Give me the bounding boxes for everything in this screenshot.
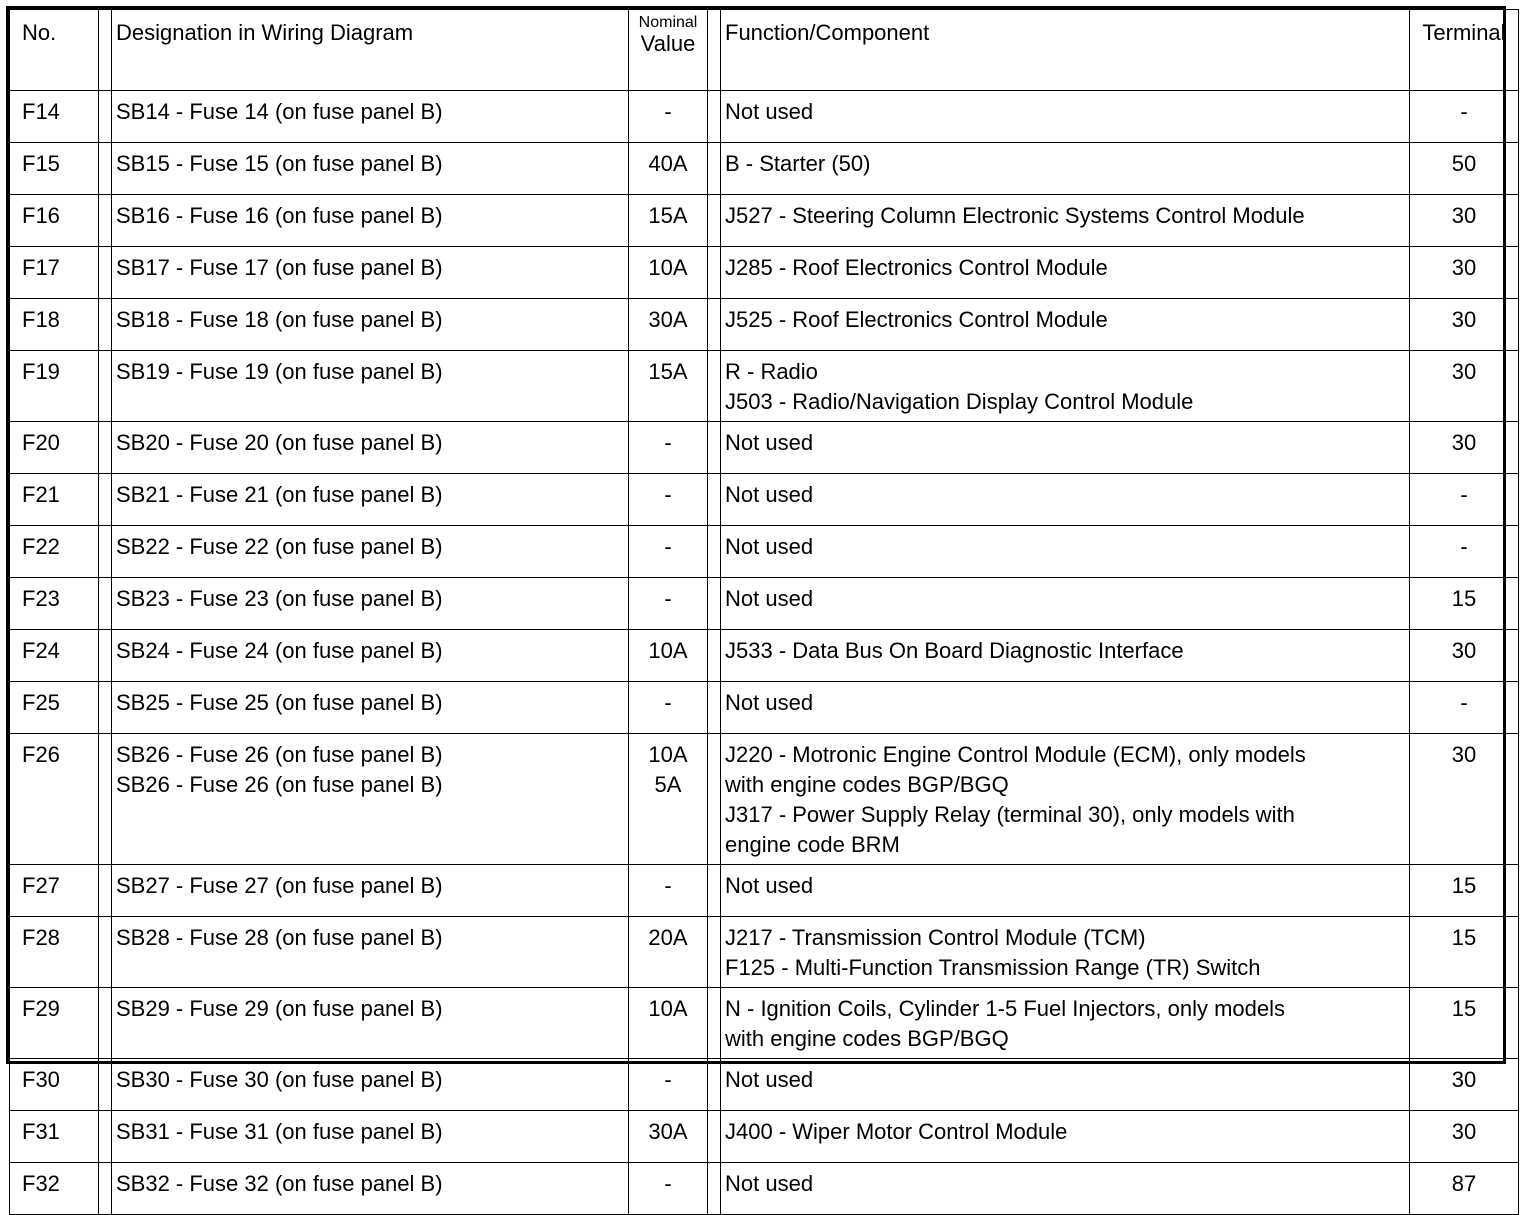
designation-line: SB25 - Fuse 25 (on fuse panel B) bbox=[116, 690, 443, 715]
spacer-cell bbox=[708, 351, 721, 422]
function-line: Not used bbox=[725, 1067, 814, 1092]
designation-line: SB28 - Fuse 28 (on fuse panel B) bbox=[116, 925, 443, 950]
header-nominal-label: Nominal bbox=[638, 14, 698, 31]
function-cell bbox=[721, 143, 1410, 195]
nominal-value-line: - bbox=[664, 1171, 672, 1196]
nominal-value-cell bbox=[629, 578, 708, 630]
function-cell bbox=[721, 474, 1410, 526]
table-row bbox=[10, 143, 1519, 195]
table-row bbox=[10, 865, 1519, 917]
designation-line: SB23 - Fuse 23 (on fuse panel B) bbox=[116, 586, 443, 611]
table-row bbox=[10, 578, 1519, 630]
terminal-cell: 15 bbox=[1410, 865, 1519, 917]
designation-line: SB18 - Fuse 18 (on fuse panel B) bbox=[116, 307, 443, 332]
table-row bbox=[10, 195, 1519, 247]
spacer-cell bbox=[708, 143, 721, 195]
function-line: J317 - Power Supply Relay (terminal 30), only models with bbox=[725, 802, 1295, 827]
table-row bbox=[10, 1111, 1519, 1163]
designation-cell bbox=[112, 195, 629, 247]
nominal-value-cell bbox=[629, 474, 708, 526]
header-spacer bbox=[99, 10, 112, 91]
function-cell bbox=[721, 1059, 1410, 1111]
function-line: F125 - Multi-Function Transmission Range (TR) Switch bbox=[725, 955, 1261, 980]
spacer-cell bbox=[99, 682, 112, 734]
nominal-value-line: - bbox=[664, 586, 672, 611]
table-row bbox=[10, 734, 1519, 865]
function-line: N - Ignition Coils, Cylinder 1-5 Fuel Injectors, only models bbox=[725, 996, 1286, 1021]
nominal-value-line: - bbox=[664, 1067, 672, 1092]
function-cell bbox=[721, 917, 1410, 988]
spacer-cell bbox=[99, 422, 112, 474]
function-line: J400 - Wiper Motor Control Module bbox=[725, 1119, 1068, 1144]
spacer-cell bbox=[99, 247, 112, 299]
designation-cell bbox=[112, 917, 629, 988]
spacer-cell bbox=[708, 1059, 721, 1111]
fuse-number-cell: F17 bbox=[10, 247, 99, 299]
fuse-number-cell: F18 bbox=[10, 299, 99, 351]
fuse-number-cell: F26 bbox=[10, 734, 99, 865]
designation-cell bbox=[112, 988, 629, 1059]
fuse-number-cell: F24 bbox=[10, 630, 99, 682]
terminal-cell: 30 bbox=[1410, 247, 1519, 299]
nominal-value-cell bbox=[629, 865, 708, 917]
table-header-row bbox=[10, 10, 1519, 91]
nominal-value-cell bbox=[629, 247, 708, 299]
spacer-cell bbox=[708, 988, 721, 1059]
header-terminal: Terminal bbox=[1410, 10, 1519, 91]
nominal-value-line: 30A bbox=[648, 1119, 688, 1144]
spacer-cell bbox=[708, 734, 721, 865]
designation-cell bbox=[112, 526, 629, 578]
function-line: engine code BRM bbox=[725, 832, 900, 857]
function-cell bbox=[721, 247, 1410, 299]
nominal-value-cell bbox=[629, 526, 708, 578]
function-line: J533 - Data Bus On Board Diagnostic Interface bbox=[725, 638, 1184, 663]
fuse-number-cell: F29 bbox=[10, 988, 99, 1059]
function-line: J525 - Roof Electronics Control Module bbox=[725, 307, 1108, 332]
nominal-value-line: - bbox=[664, 873, 672, 898]
table-row bbox=[10, 247, 1519, 299]
terminal-cell: - bbox=[1410, 91, 1519, 143]
terminal-cell: 30 bbox=[1410, 630, 1519, 682]
spacer-cell bbox=[708, 917, 721, 988]
function-cell bbox=[721, 351, 1410, 422]
fuse-table-container bbox=[6, 6, 1506, 1196]
table-row bbox=[10, 422, 1519, 474]
function-line: Not used bbox=[725, 99, 814, 124]
nominal-value-line: - bbox=[664, 99, 672, 124]
spacer-cell bbox=[99, 474, 112, 526]
spacer-cell bbox=[708, 1111, 721, 1163]
designation-line: SB15 - Fuse 15 (on fuse panel B) bbox=[116, 151, 443, 176]
nominal-value-cell bbox=[629, 1163, 708, 1215]
table-row bbox=[10, 474, 1519, 526]
spacer-cell bbox=[708, 526, 721, 578]
table-row bbox=[10, 682, 1519, 734]
header-designation: Designation in Wiring Diagram bbox=[112, 10, 629, 91]
function-line: with engine codes BGP/BGQ bbox=[725, 1026, 1009, 1051]
header-function: Function/Component bbox=[721, 10, 1410, 91]
nominal-value-cell bbox=[629, 734, 708, 865]
designation-cell bbox=[112, 351, 629, 422]
function-cell bbox=[721, 195, 1410, 247]
terminal-cell: 15 bbox=[1410, 917, 1519, 988]
header-no: No. bbox=[10, 10, 99, 91]
terminal-cell: 30 bbox=[1410, 422, 1519, 474]
nominal-value-line: 15A bbox=[648, 203, 688, 228]
spacer-cell bbox=[708, 247, 721, 299]
fuse-number-cell: F31 bbox=[10, 1111, 99, 1163]
nominal-value-line: - bbox=[664, 534, 672, 559]
designation-cell bbox=[112, 630, 629, 682]
nominal-value-line: 30A bbox=[648, 307, 688, 332]
function-cell bbox=[721, 526, 1410, 578]
designation-cell bbox=[112, 247, 629, 299]
designation-line: SB17 - Fuse 17 (on fuse panel B) bbox=[116, 255, 443, 280]
spacer-cell bbox=[708, 422, 721, 474]
nominal-value-line: 20A bbox=[648, 925, 688, 950]
nominal-value-line: - bbox=[664, 430, 672, 455]
table-row bbox=[10, 1163, 1519, 1215]
nominal-value-cell bbox=[629, 351, 708, 422]
fuse-number-cell: F22 bbox=[10, 526, 99, 578]
table-body bbox=[10, 91, 1519, 1215]
function-line: Not used bbox=[725, 690, 814, 715]
function-cell bbox=[721, 734, 1410, 865]
fuse-number-cell: F14 bbox=[10, 91, 99, 143]
function-cell bbox=[721, 1163, 1410, 1215]
designation-line: SB24 - Fuse 24 (on fuse panel B) bbox=[116, 638, 443, 663]
spacer-cell bbox=[708, 682, 721, 734]
table-row bbox=[10, 526, 1519, 578]
designation-cell bbox=[112, 422, 629, 474]
nominal-value-line: 5A bbox=[654, 772, 682, 797]
function-line: J220 - Motronic Engine Control Module (ECM), only models bbox=[725, 742, 1306, 767]
nominal-value-cell bbox=[629, 299, 708, 351]
spacer-cell bbox=[99, 630, 112, 682]
designation-cell bbox=[112, 299, 629, 351]
fuse-number-cell: F23 bbox=[10, 578, 99, 630]
designation-line: SB31 - Fuse 31 (on fuse panel B) bbox=[116, 1119, 443, 1144]
nominal-value-cell bbox=[629, 91, 708, 143]
nominal-value-cell bbox=[629, 1059, 708, 1111]
designation-cell bbox=[112, 474, 629, 526]
nominal-value-line: - bbox=[664, 482, 672, 507]
fuse-number-cell: F19 bbox=[10, 351, 99, 422]
nominal-value-cell bbox=[629, 143, 708, 195]
designation-cell bbox=[112, 143, 629, 195]
designation-line: SB27 - Fuse 27 (on fuse panel B) bbox=[116, 873, 443, 898]
designation-line: SB29 - Fuse 29 (on fuse panel B) bbox=[116, 996, 443, 1021]
function-cell bbox=[721, 578, 1410, 630]
function-line: Not used bbox=[725, 873, 814, 898]
terminal-cell: 30 bbox=[1410, 195, 1519, 247]
nominal-value-cell bbox=[629, 630, 708, 682]
table-row bbox=[10, 630, 1519, 682]
spacer-cell bbox=[99, 988, 112, 1059]
terminal-cell: - bbox=[1410, 526, 1519, 578]
nominal-value-line: 10A bbox=[648, 638, 688, 663]
nominal-value-line: 15A bbox=[648, 359, 688, 384]
terminal-cell: 30 bbox=[1410, 1111, 1519, 1163]
header-nominal-value bbox=[629, 10, 708, 91]
function-line: J527 - Steering Column Electronic Systems Control Module bbox=[725, 203, 1305, 228]
header-value-label: Value bbox=[640, 31, 696, 56]
spacer-cell bbox=[99, 299, 112, 351]
terminal-cell: 15 bbox=[1410, 578, 1519, 630]
table-row bbox=[10, 351, 1519, 422]
function-cell bbox=[721, 91, 1410, 143]
designation-cell bbox=[112, 682, 629, 734]
designation-line: SB30 - Fuse 30 (on fuse panel B) bbox=[116, 1067, 443, 1092]
function-cell bbox=[721, 1111, 1410, 1163]
function-line: Not used bbox=[725, 1171, 814, 1196]
nominal-value-line: 10A bbox=[648, 996, 688, 1021]
designation-line: SB26 - Fuse 26 (on fuse panel B) bbox=[116, 772, 443, 797]
spacer-cell bbox=[708, 578, 721, 630]
spacer-cell bbox=[99, 578, 112, 630]
designation-line: SB14 - Fuse 14 (on fuse panel B) bbox=[116, 99, 443, 124]
function-cell bbox=[721, 299, 1410, 351]
terminal-cell: 30 bbox=[1410, 1059, 1519, 1111]
terminal-cell: 30 bbox=[1410, 299, 1519, 351]
terminal-cell: 30 bbox=[1410, 734, 1519, 865]
fuse-number-cell: F30 bbox=[10, 1059, 99, 1111]
designation-cell bbox=[112, 91, 629, 143]
spacer-cell bbox=[99, 917, 112, 988]
terminal-cell: 50 bbox=[1410, 143, 1519, 195]
spacer-cell bbox=[708, 299, 721, 351]
nominal-value-cell bbox=[629, 917, 708, 988]
designation-cell bbox=[112, 1059, 629, 1111]
fuse-number-cell: F32 bbox=[10, 1163, 99, 1215]
terminal-cell: - bbox=[1410, 474, 1519, 526]
function-line: Not used bbox=[725, 482, 814, 507]
designation-cell bbox=[112, 734, 629, 865]
spacer-cell bbox=[99, 865, 112, 917]
designation-line: SB32 - Fuse 32 (on fuse panel B) bbox=[116, 1171, 443, 1196]
nominal-value-line: 10A bbox=[648, 255, 688, 280]
function-cell bbox=[721, 630, 1410, 682]
terminal-cell: 87 bbox=[1410, 1163, 1519, 1215]
fuse-number-cell: F27 bbox=[10, 865, 99, 917]
designation-cell bbox=[112, 865, 629, 917]
fuse-number-cell: F25 bbox=[10, 682, 99, 734]
spacer-cell bbox=[708, 474, 721, 526]
nominal-value-cell bbox=[629, 682, 708, 734]
function-line: Not used bbox=[725, 534, 814, 559]
designation-line: SB26 - Fuse 26 (on fuse panel B) bbox=[116, 742, 443, 767]
designation-line: SB22 - Fuse 22 (on fuse panel B) bbox=[116, 534, 443, 559]
spacer-cell bbox=[708, 630, 721, 682]
terminal-cell: - bbox=[1410, 682, 1519, 734]
spacer-cell bbox=[708, 1163, 721, 1215]
fuse-number-cell: F15 bbox=[10, 143, 99, 195]
nominal-value-cell bbox=[629, 195, 708, 247]
function-line: R - Radio bbox=[725, 359, 818, 384]
fuse-number-cell: F20 bbox=[10, 422, 99, 474]
designation-cell bbox=[112, 578, 629, 630]
spacer-cell bbox=[99, 734, 112, 865]
spacer-cell bbox=[99, 526, 112, 578]
function-line: J217 - Transmission Control Module (TCM) bbox=[725, 925, 1146, 950]
function-cell bbox=[721, 865, 1410, 917]
table-row bbox=[10, 1059, 1519, 1111]
spacer-cell bbox=[99, 143, 112, 195]
function-line: with engine codes BGP/BGQ bbox=[725, 772, 1009, 797]
spacer-cell bbox=[99, 1111, 112, 1163]
function-line: J503 - Radio/Navigation Display Control Module bbox=[725, 389, 1194, 414]
fuse-number-cell: F28 bbox=[10, 917, 99, 988]
designation-line: SB20 - Fuse 20 (on fuse panel B) bbox=[116, 430, 443, 455]
nominal-value-cell bbox=[629, 422, 708, 474]
spacer-cell bbox=[99, 351, 112, 422]
designation-line: SB19 - Fuse 19 (on fuse panel B) bbox=[116, 359, 443, 384]
function-cell bbox=[721, 988, 1410, 1059]
spacer-cell bbox=[708, 865, 721, 917]
designation-cell bbox=[112, 1111, 629, 1163]
fuse-number-cell: F16 bbox=[10, 195, 99, 247]
designation-line: SB21 - Fuse 21 (on fuse panel B) bbox=[116, 482, 443, 507]
nominal-value-line: 10A bbox=[648, 742, 688, 767]
fuse-number-cell: F21 bbox=[10, 474, 99, 526]
spacer-cell bbox=[99, 1059, 112, 1111]
fuse-table bbox=[9, 9, 1519, 1215]
nominal-value-cell bbox=[629, 1111, 708, 1163]
function-line: J285 - Roof Electronics Control Module bbox=[725, 255, 1108, 280]
nominal-value-cell bbox=[629, 988, 708, 1059]
header-spacer bbox=[708, 10, 721, 91]
nominal-value-line: 40A bbox=[648, 151, 688, 176]
function-line: Not used bbox=[725, 586, 814, 611]
spacer-cell bbox=[99, 195, 112, 247]
spacer-cell bbox=[708, 91, 721, 143]
nominal-value-line: - bbox=[664, 690, 672, 715]
function-line: B - Starter (50) bbox=[725, 151, 871, 176]
table-row bbox=[10, 988, 1519, 1059]
function-cell bbox=[721, 422, 1410, 474]
terminal-cell: 15 bbox=[1410, 988, 1519, 1059]
table-row bbox=[10, 299, 1519, 351]
table-row bbox=[10, 917, 1519, 988]
function-line: Not used bbox=[725, 430, 814, 455]
spacer-cell bbox=[708, 195, 721, 247]
designation-line: SB16 - Fuse 16 (on fuse panel B) bbox=[116, 203, 443, 228]
spacer-cell bbox=[99, 1163, 112, 1215]
designation-cell bbox=[112, 1163, 629, 1215]
function-cell bbox=[721, 682, 1410, 734]
terminal-cell: 30 bbox=[1410, 351, 1519, 422]
table-row bbox=[10, 91, 1519, 143]
spacer-cell bbox=[99, 91, 112, 143]
